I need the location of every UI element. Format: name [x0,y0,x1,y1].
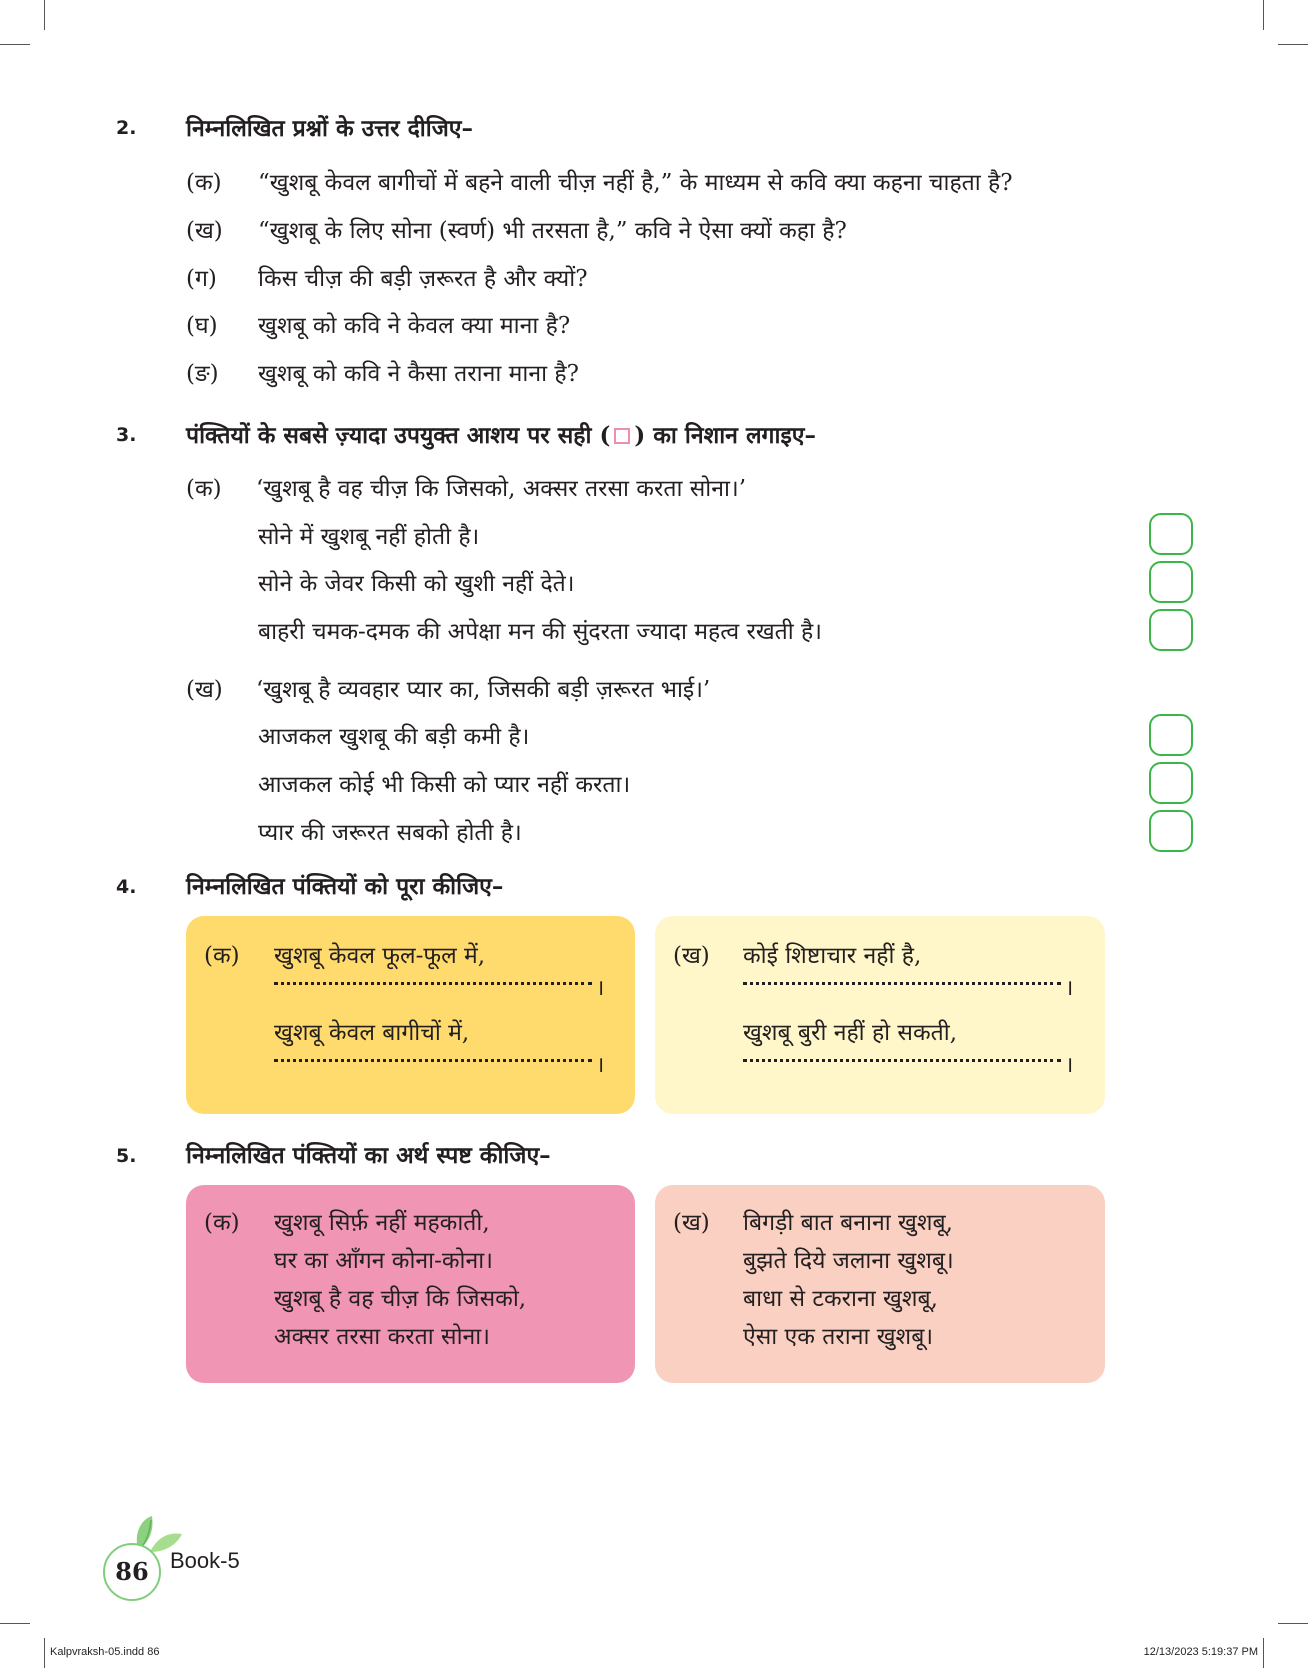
crop-mark [1263,1638,1264,1668]
crop-mark [0,44,30,45]
page-number: 86 [103,1543,161,1601]
purna-viram: । [1065,976,1074,1001]
crop-mark [44,0,45,30]
card-line: खुशबू केवल बागीचों में, [274,1020,470,1046]
card-label: (क) [204,943,240,969]
question-heading: निम्नलिखित पंक्तियों का अर्थ स्पष्ट कीजिए– [186,1142,551,1169]
card-line: कोई शिष्टाचार नहीं है, [743,943,922,969]
poem-line: खुशबू सिर्फ़ नहीं महकाती, [274,1210,490,1236]
item-label: (ङ) [186,361,219,387]
question-heading: निम्नलिखित पंक्तियों को पूरा कीजिए– [186,873,504,900]
card-label: (ख) [673,1210,710,1236]
item-label: (ख) [186,218,223,244]
crop-mark [1278,1623,1308,1624]
answer-checkbox[interactable] [1149,810,1193,852]
poem-line: बाधा से टकराना खुशबू, [743,1286,938,1312]
poem-line: खुशबू है वह चीज़ कि जिसको, [274,1286,527,1312]
item-text: किस चीज़ की बड़ी ज़रूरत है और क्यों? [258,266,588,292]
question-number: 2. [116,117,137,139]
file-slug: Kalpvraksh-05.indd 86 [50,1646,160,1658]
poem-line: घर का आँगन कोना-कोना। [274,1248,493,1274]
poem-line: अक्सर तरसा करता सोना। [274,1324,490,1350]
part-quote: ‘खुशबू है व्यवहार प्यार का, जिसकी बड़ी ज़रूरत भाई।’ [256,677,711,703]
tick-box-icon [614,428,630,444]
answer-checkbox[interactable] [1149,714,1193,756]
option-text: सोने के जेवर किसी को खुशी नहीं देते। [258,571,575,597]
item-label: (घ) [186,313,218,339]
answer-checkbox[interactable] [1149,762,1193,804]
book-label: Book-5 [170,1548,240,1573]
poem-line: बुझते दिये जलाना खुशबू। [743,1248,954,1274]
question-number: 4. [116,876,137,898]
answer-checkbox[interactable] [1149,609,1193,651]
option-text: प्यार की जरूरत सबको होती है। [258,820,522,846]
option-text: बाहरी चमक-दमक की अपेक्षा मन की सुंदरता ज्यादा महत्व रखती है। [258,619,822,645]
poem-line: ऐसा एक तराना खुशबू। [743,1324,934,1350]
purna-viram: । [596,976,605,1001]
part-label: (ख) [186,677,223,703]
fill-in-card [186,916,635,1114]
item-text: खुशबू को कवि ने कैसा तराना माना है? [258,361,579,387]
option-text: आजकल खुशबू की बड़ी कमी है। [258,724,530,750]
option-text: सोने में खुशबू नहीं होती है। [258,524,480,550]
card-line: खुशबू केवल फूल-फूल में, [274,943,486,969]
card-line: खुशबू बुरी नहीं हो सकती, [743,1020,958,1046]
heading-text: पंक्तियों के सबसे ज़्यादा उपयुक्त आशय पर सही ( [186,422,611,449]
item-label: (क) [186,170,222,196]
blank-line[interactable] [743,982,1061,985]
item-label: (ग) [186,266,217,292]
poem-card [186,1185,635,1383]
answer-checkbox[interactable] [1149,561,1193,603]
item-text: “खुशबू केवल बागीचों में बहने वाली चीज़ नहीं है,” के माध्यम से कवि क्या कहना चाहता है? [258,170,1013,196]
card-label: (क) [204,1210,240,1236]
card-label: (ख) [673,943,710,969]
timestamp-slug: 12/13/2023 5:19:37 PM [1143,1646,1258,1658]
blank-line[interactable] [274,1059,592,1062]
question-heading [186,418,816,450]
purna-viram: । [596,1053,605,1078]
option-text: आजकल कोई भी किसी को प्यार नहीं करता। [258,772,631,798]
item-text: “खुशबू के लिए सोना (स्वर्ण) भी तरसता है,” कवि ने ऐसा क्यों कहा है? [258,218,847,244]
blank-line[interactable] [743,1059,1061,1062]
crop-mark [0,1623,30,1624]
question-number: 5. [116,1145,137,1167]
part-quote: ‘खुशबू है वह चीज़ कि जिसको, अक्सर तरसा करता सोना।’ [256,476,747,502]
question-heading: निम्नलिखित प्रश्नों के उत्तर दीजिए– [186,115,473,142]
blank-line[interactable] [274,982,592,985]
purna-viram: । [1065,1053,1074,1078]
poem-line: बिगड़ी बात बनाना खुशबू, [743,1210,953,1236]
fill-in-card [655,916,1105,1114]
heading-text: ) का निशान लगाइए– [634,422,816,449]
part-label: (क) [186,476,222,502]
crop-mark [1263,0,1264,30]
item-text: खुशबू को कवि ने केवल क्या माना है? [258,313,571,339]
question-number: 3. [116,424,137,446]
answer-checkbox[interactable] [1149,513,1193,555]
crop-mark [44,1638,45,1668]
crop-mark [1278,44,1308,45]
poem-card [655,1185,1105,1383]
